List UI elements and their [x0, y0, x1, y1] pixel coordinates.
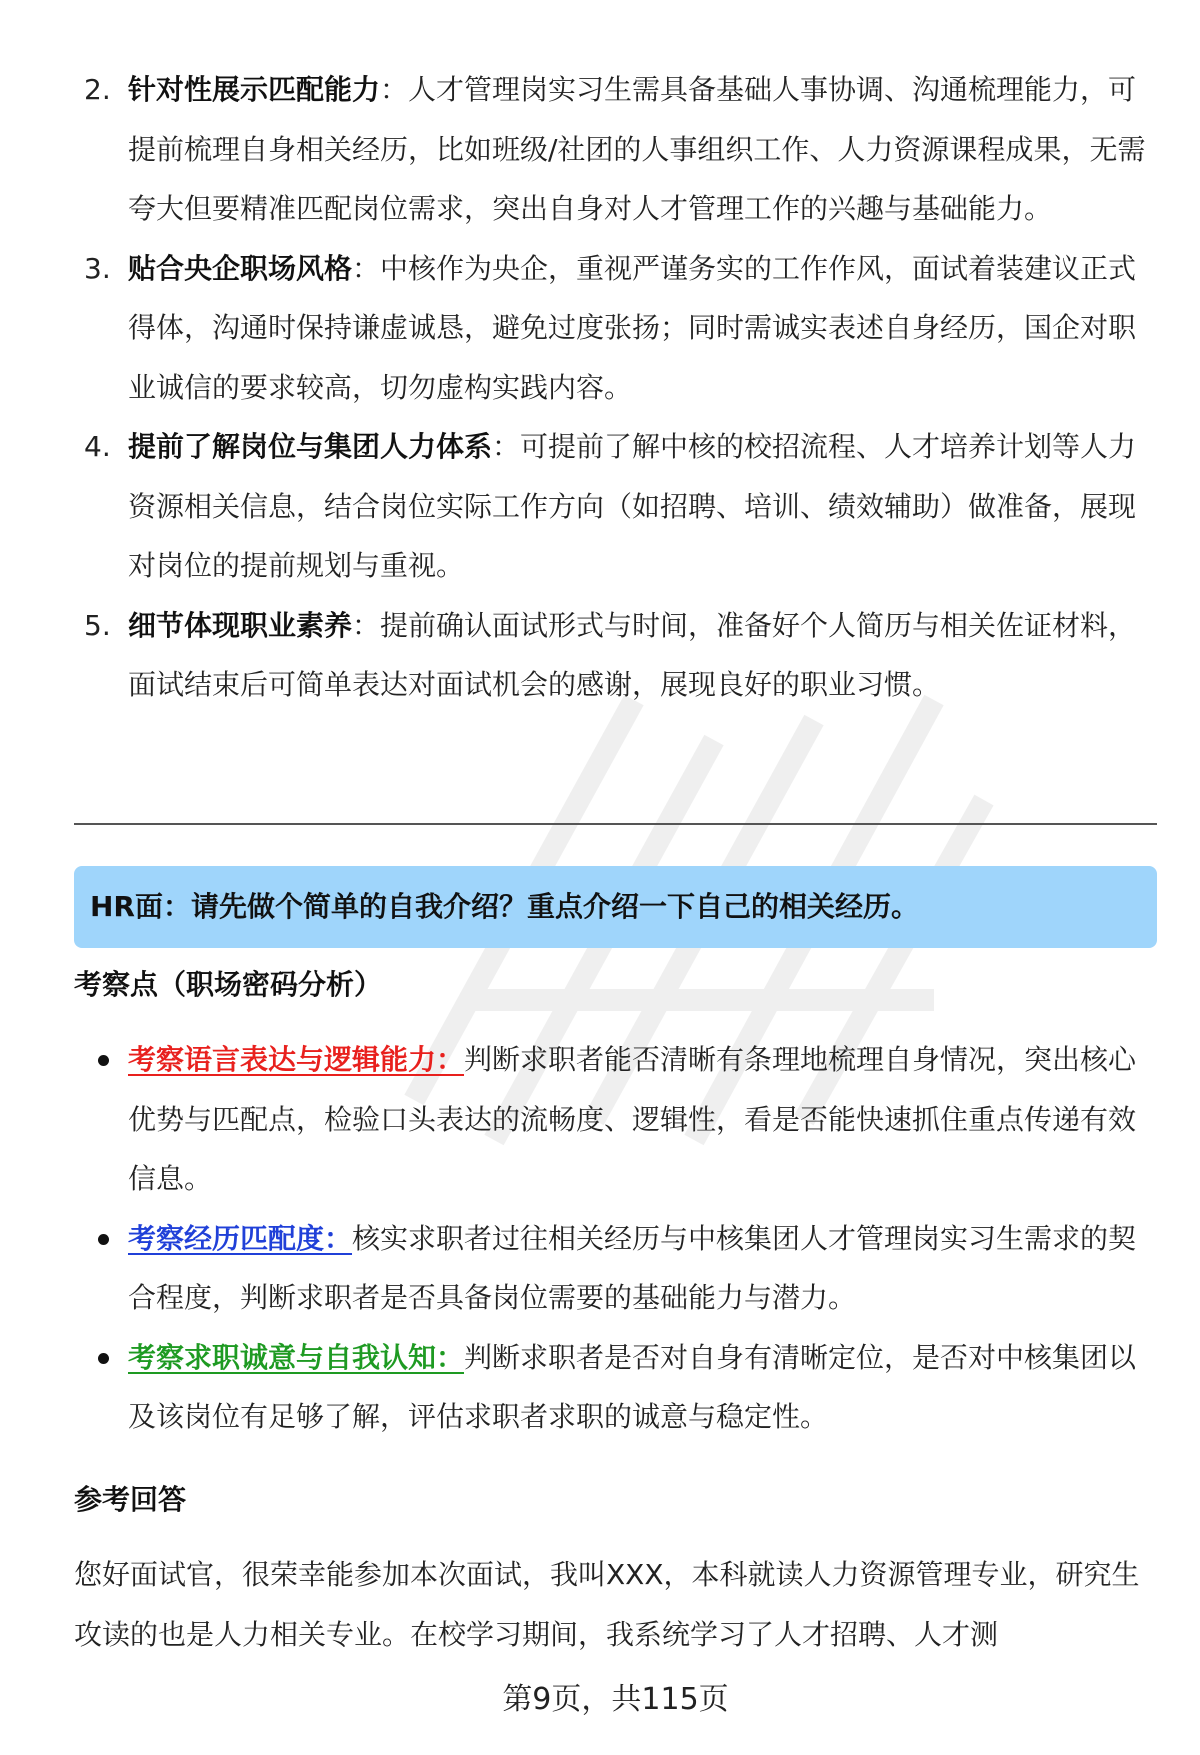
bullet-icon [98, 1234, 109, 1245]
tip-title: 提前了解岗位与集团人力体系 [128, 430, 493, 463]
analysis-point [74, 1209, 1157, 1328]
analysis-point [74, 1328, 1157, 1447]
bullet-icon [98, 1353, 109, 1364]
page-number: 第9页，共115页 [502, 1682, 729, 1717]
tip-item [74, 239, 1157, 418]
analysis-heading: 考察点（职场密码分析） [74, 968, 383, 1001]
point-title: 考察求职诚意与自我认知： [128, 1340, 465, 1374]
answer-paragraph: 您好面试官，很荣幸能参加本次面试，我叫XXX，本科就读人力资源管理专业，研究生攻读的也是人力相关专业。在校学习期间，我系统学习了人才招聘、人才测 [74, 1558, 1140, 1651]
tip-title: 贴合央企职场风格 [128, 251, 353, 285]
tip-text: ：可提前了解中核的校招流程、人才培养计划等人力资源相关信息，结合岗位实际工作方向（如招聘、培训、绩效辅助）做准备，展现对岗位的提前规划与重视。 [128, 430, 1137, 582]
point-text: 判断求职者能否清晰有条理地梳理自身情况，突出核心优势与匹配点，检验口头表达的流畅度、逻辑性，看是否能快速抓住重点传递有效信息。 [128, 1043, 1137, 1195]
section-divider [74, 823, 1157, 825]
point-title: 考察语言表达与逻辑能力： [128, 1043, 465, 1076]
point-title: 考察经历匹配度： [128, 1221, 353, 1255]
tip-number: 3. [84, 251, 111, 285]
tip-text: ：中核作为央企，重视严谨务实的工作作风，面试着装建议正式得体，沟通时保持谦虚诚恳，避免过度张扬；同时需诚实表述自身经历，国企对职业诚信的要求较高，切勿虚构实践内容。 [128, 251, 1137, 404]
tips-list [74, 60, 1157, 715]
tip-title: 针对性展示匹配能力 [128, 73, 381, 106]
tip-title: 细节体现职业素养 [128, 608, 353, 642]
bullet-icon [98, 1055, 109, 1066]
answer-heading: 参考回答 [74, 1483, 187, 1516]
tip-item [74, 596, 1157, 715]
document-page [74, 0, 1157, 1755]
tip-item [74, 417, 1157, 596]
tip-item [74, 60, 1157, 239]
analysis-points-list [74, 1030, 1157, 1447]
point-text: 判断求职者是否对自身有清晰定位，是否对中核集团以及该岗位有足够了解，评估求职者求职的诚意与稳定性。 [128, 1340, 1137, 1433]
tip-text: ：提前确认面试形式与时间，准备好个人简历与相关佐证材料，面试结束后可简单表达对面试机会的感谢，展现良好的职业习惯。 [128, 608, 1137, 701]
tip-text: ：人才管理岗实习生需具备基础人事协调、沟通梳理能力，可提前梳理自身相关经历，比如班级/社团的人事组织工作、人力资源课程成果，无需夸大但要精准匹配岗位需求，突出自身对人才管理工作的兴趣与基础能力。 [128, 73, 1146, 225]
point-text: 核实求职者过往相关经历与中核集团人才管理岗实习生需求的契合程度，判断求职者是否具备岗位需要的基础能力与潜力。 [128, 1221, 1137, 1314]
analysis-point [74, 1030, 1157, 1209]
tip-number: 5. [84, 608, 111, 642]
tip-number: 2. [84, 73, 111, 106]
question-box: HR面：请先做个简单的自我介绍？重点介绍一下自己的相关经历。 [74, 866, 1157, 948]
tip-number: 4. [84, 430, 111, 463]
